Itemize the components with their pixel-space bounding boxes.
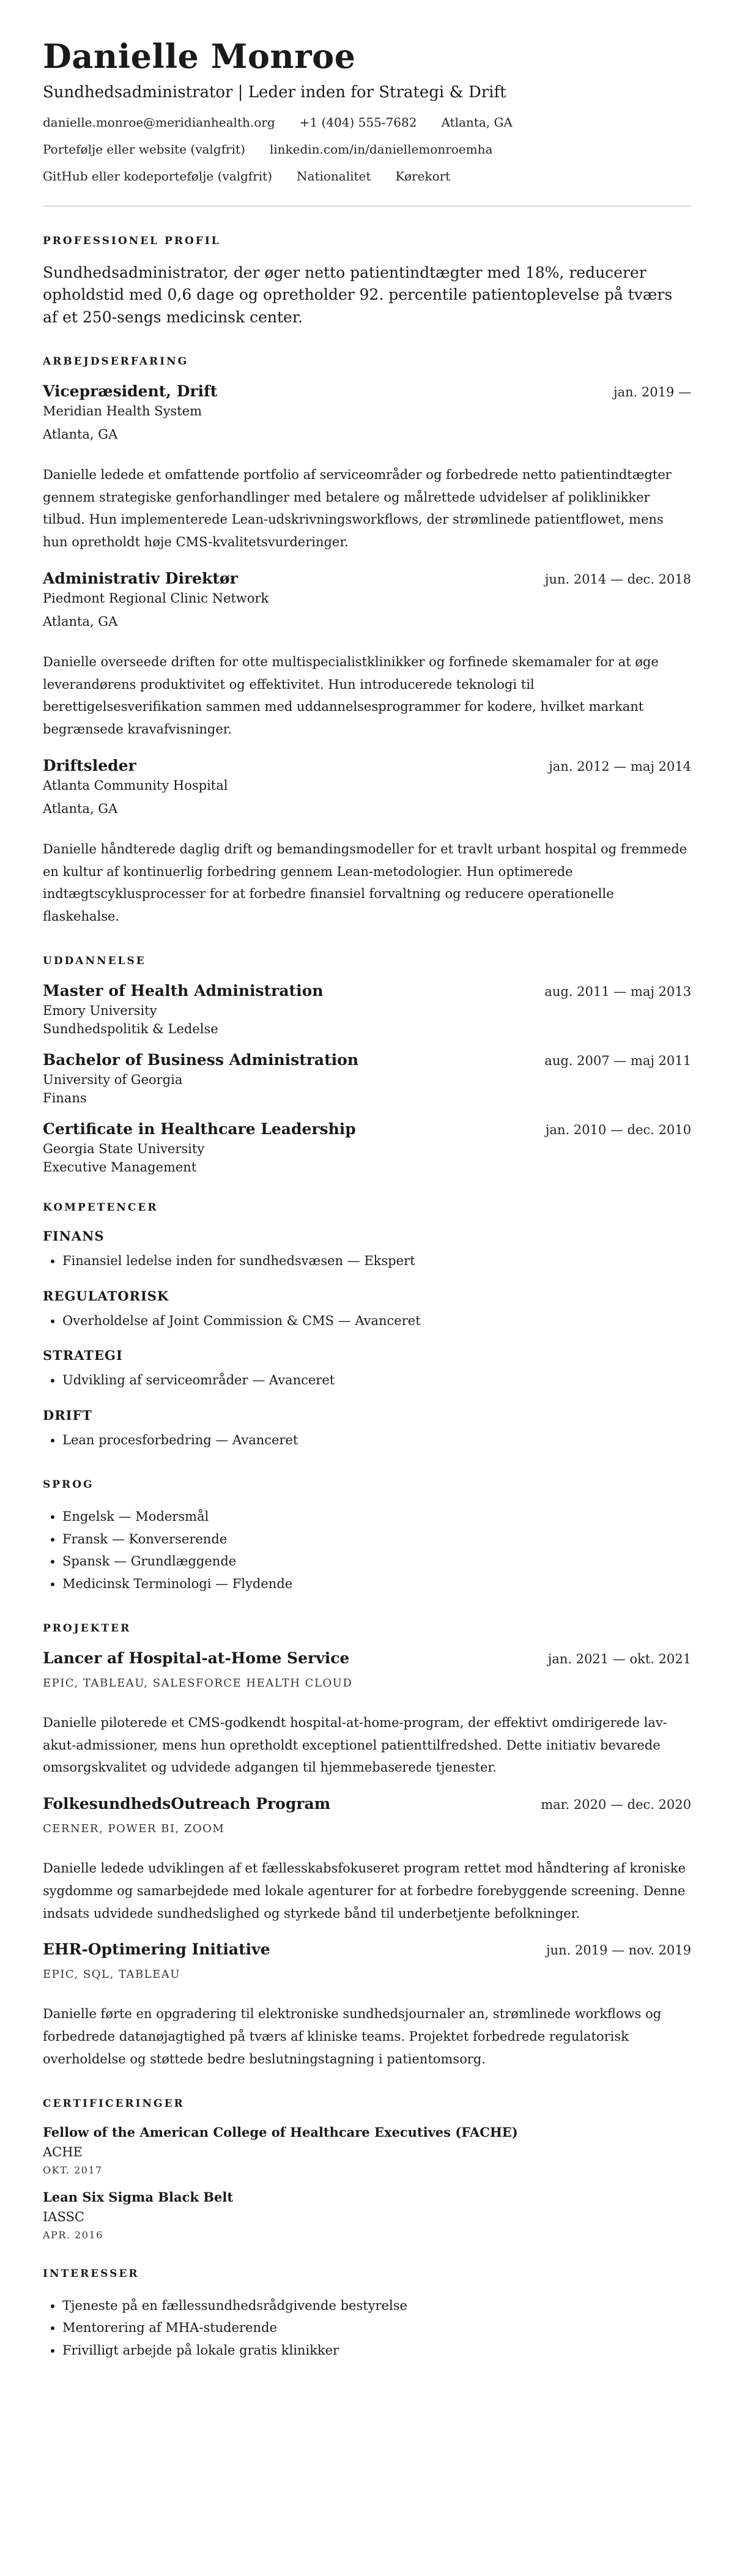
certification-entry	[43, 2189, 691, 2241]
field-of-study: Executive Management	[43, 1159, 197, 1175]
skill-item: • Udvikling af serviceområder — Avanceret	[62, 1369, 691, 1392]
job-description: Danielle ledede et omfattende portfolio af serviceområder og forbedrede netto patientindtægter gennem strategiske genforhandlinger med betalere og målrettede udvidelser af poliklinikker tilbud. Hun implementerede Lean-udskrivningsworkflows, der strømlinede patientflowet, mens hun opretholdt høje CMS-kvalitetsvurderinger.	[43, 467, 672, 549]
school-name: University of Georgia	[43, 1072, 183, 1087]
job-date: jan. 2012 — maj 2014	[549, 759, 691, 774]
job-employer: Meridian Health System	[43, 403, 202, 418]
skill-category: STRATEGI	[43, 1348, 123, 1364]
contact-row-primary	[43, 115, 691, 130]
project-tech: EPIC, TABLEAU, SALESFORCE HEALTH CLOUD	[43, 1676, 353, 1690]
project-date: jan. 2021 — okt. 2021	[547, 1651, 691, 1666]
interests-heading: INTERESSER	[43, 2267, 139, 2280]
contact-nationality: Nationalitet	[297, 169, 371, 184]
project-date: mar. 2020 — dec. 2020	[541, 1797, 691, 1812]
job-title: Administrativ Direktør	[43, 569, 238, 587]
job-title: Driftsleder	[43, 756, 136, 774]
job-date: jan. 2019 —	[613, 384, 691, 399]
profile-text: Sundhedsadministrator, der øger netto patientindtægter med 18%, reducerer opholdstid med 0,6 dage og opretholder 92. percentile patientoplevelse på tværs af et 250-sengs medicinsk center.	[43, 264, 673, 326]
job-location: Atlanta, GA	[43, 614, 118, 629]
job-date: jun. 2014 — dec. 2018	[544, 571, 691, 587]
skill-list	[43, 1310, 691, 1332]
experience-entry	[43, 570, 691, 741]
contact-row-extra	[43, 169, 691, 184]
profile-heading: PROFESSIONEL PROFIL	[43, 235, 221, 247]
languages-section	[43, 1479, 691, 1595]
project-title: Lancer af Hospital-at-Home Service	[43, 1649, 350, 1667]
contact-portfolio[interactable]: Portefølje eller website (valgfrit)	[43, 142, 245, 157]
job-location: Atlanta, GA	[43, 426, 118, 442]
project-description: Danielle ledede udviklingen af et fællesskabsfokuseret program rettet mod håndtering af kroniske sygdomme og samarbejdede med lokale agenturer for at forbedre forebyggende screening. Denne indsats udvidede sundhedslighed og styrkede bånd til underbetjente befolkninger.	[43, 1861, 686, 1921]
skill-category: REGULATORISK	[43, 1288, 169, 1304]
projects-section	[43, 1622, 691, 2071]
certification-date: OKT. 2017	[43, 2164, 103, 2176]
field-of-study: Sundhedspolitik & Ledelse	[43, 1021, 218, 1036]
projects-heading: PROJEKTER	[43, 1622, 132, 1635]
experience-entry	[43, 757, 691, 928]
skill-category: DRIFT	[43, 1408, 93, 1423]
contact-github[interactable]: GitHub eller kodeportefølje (valgfrit)	[43, 169, 273, 184]
certifications-heading: CERTIFICERINGER	[43, 2097, 185, 2110]
language-list	[43, 1505, 691, 1595]
language-item: • Engelsk — Modersmål	[62, 1505, 691, 1528]
skill-item: • Lean procesforbedring — Avanceret	[62, 1429, 691, 1452]
project-date: jun. 2019 — nov. 2019	[546, 1943, 691, 1958]
project-description: Danielle piloterede et CMS-godkendt hospital-at-home-program, der effektivt omdirigerede lav-akut-admissioner, mens hun opretholdt exceptionel patienttilfredshed. Dette initiativ bevarede omsorgskvalitet og udvidede adgangen til hjemmebaserede tjenester.	[43, 1715, 667, 1775]
profile-section	[43, 235, 691, 328]
skill-category: FINANS	[43, 1228, 105, 1244]
languages-heading: SPROG	[43, 1478, 94, 1491]
degree-date: aug. 2011 — maj 2013	[544, 984, 691, 999]
job-title: Vicepræsident, Drift	[43, 382, 218, 400]
contact-license: Kørekort	[395, 169, 451, 184]
project-title: EHR-Optimering Initiative	[43, 1940, 270, 1959]
project-entry	[43, 1649, 691, 1779]
degree-date: jan. 2010 — dec. 2010	[545, 1122, 691, 1137]
project-title: FolkesundhedsOutreach Program	[43, 1795, 331, 1813]
skill-list	[43, 1250, 691, 1272]
contact-phone[interactable]: +1 (404) 555-7682	[299, 115, 417, 130]
degree-title: Certificate in Healthcare Leadership	[43, 1119, 356, 1138]
interest-list	[43, 2295, 691, 2362]
job-employer: Atlanta Community Hospital	[43, 778, 228, 793]
certification-issuer: ACHE	[43, 2144, 83, 2159]
job-employer: Piedmont Regional Clinic Network	[43, 590, 269, 606]
skill-item: • Overholdelse af Joint Commission & CMS — Avanceret	[62, 1310, 691, 1332]
skills-section	[43, 1201, 691, 1452]
language-item: • Fransk — Konverserende	[62, 1528, 691, 1551]
interest-item: • Tjeneste på en fællessundhedsrådgivende bestyrelse	[62, 2295, 691, 2317]
project-description: Danielle førte en opgradering til elektroniske sundhedsjournaler an, strømlinede workflows og forbedrede datanøjagtighed på tværs af kliniske teams. Projektet forbedrede regulatorisk overholdelse og støttede bedre beslutningstagning i patientomsorg.	[43, 2006, 662, 2066]
skill-list	[43, 1429, 691, 1452]
candidate-name: Danielle Monroe	[43, 37, 356, 76]
certification-issuer: IASSC	[43, 2209, 84, 2224]
education-entry	[43, 1120, 691, 1175]
education-section	[43, 955, 691, 1175]
certification-entry	[43, 2125, 691, 2176]
project-tech: CERNER, POWER BI, ZOOM	[43, 1822, 225, 1835]
field-of-study: Finans	[43, 1090, 87, 1105]
project-entry	[43, 1795, 691, 1925]
school-name: Georgia State University	[43, 1141, 205, 1156]
job-location: Atlanta, GA	[43, 801, 118, 816]
education-heading: UDDANNELSE	[43, 954, 146, 967]
interest-item: • Mentorering af MHA-studerende	[62, 2317, 691, 2339]
job-description: Danielle overseede driften for otte multispecialistklinikker og forfinede skemamaler for at øge leverandørens produktivitet og effektivitet. Hun introducerede teknologi til berettigelsesverifikation sammen med uddannelsesprogrammer for kodere, hvilket markant begrænsede kravafvisninger.	[43, 654, 659, 737]
contact-email[interactable]: danielle.monroe@meridianhealth.org	[43, 115, 275, 130]
certification-name: Lean Six Sigma Black Belt	[43, 2189, 234, 2205]
education-entry	[43, 1051, 691, 1105]
skill-list	[43, 1369, 691, 1392]
degree-title: Master of Health Administration	[43, 981, 324, 1000]
school-name: Emory University	[43, 1003, 157, 1018]
candidate-tagline: Sundhedsadministrator | Leder inden for Strategi & Drift	[43, 83, 506, 102]
interests-section	[43, 2268, 691, 2362]
resume-header	[43, 37, 691, 184]
interest-item: • Frivilligt arbejde på lokale gratis klinikker	[62, 2339, 691, 2362]
degree-title: Bachelor of Business Administration	[43, 1050, 359, 1069]
skill-item: • Finansiel ledelse inden for sundhedsvæsen — Ekspert	[62, 1250, 691, 1272]
degree-date: aug. 2007 — maj 2011	[544, 1053, 691, 1068]
language-item: • Spansk — Grundlæggende	[62, 1550, 691, 1573]
education-entry	[43, 982, 691, 1036]
project-tech: EPIC, SQL, TABLEAU	[43, 1968, 180, 1981]
experience-section	[43, 355, 691, 928]
certifications-section	[43, 2098, 691, 2241]
certification-name: Fellow of the American College of Healthcare Executives (FACHE)	[43, 2124, 518, 2140]
skills-heading: KOMPETENCER	[43, 1201, 158, 1214]
experience-entry	[43, 382, 691, 554]
contact-location: Atlanta, GA	[441, 115, 513, 130]
experience-heading: ARBEJDSERFARING	[43, 355, 189, 368]
project-entry	[43, 1940, 691, 2070]
header-divider	[43, 206, 691, 207]
job-description: Danielle håndterede daglig drift og bemandingsmodeller for et travlt urbant hospital og fremmede en kultur af kontinuerlig forbedring gennem Lean-metodologier. Hun optimerede indtægtscyklusprocesser for at forbedre finansiel forvaltning og reducere operationelle flaskehalse.	[43, 841, 688, 924]
certification-date: APR. 2016	[43, 2229, 103, 2241]
language-item: • Medicinsk Terminologi — Flydende	[62, 1573, 691, 1595]
contact-row-links	[43, 142, 691, 157]
contact-linkedin[interactable]: linkedin.com/in/daniellemonroemha	[269, 142, 493, 157]
